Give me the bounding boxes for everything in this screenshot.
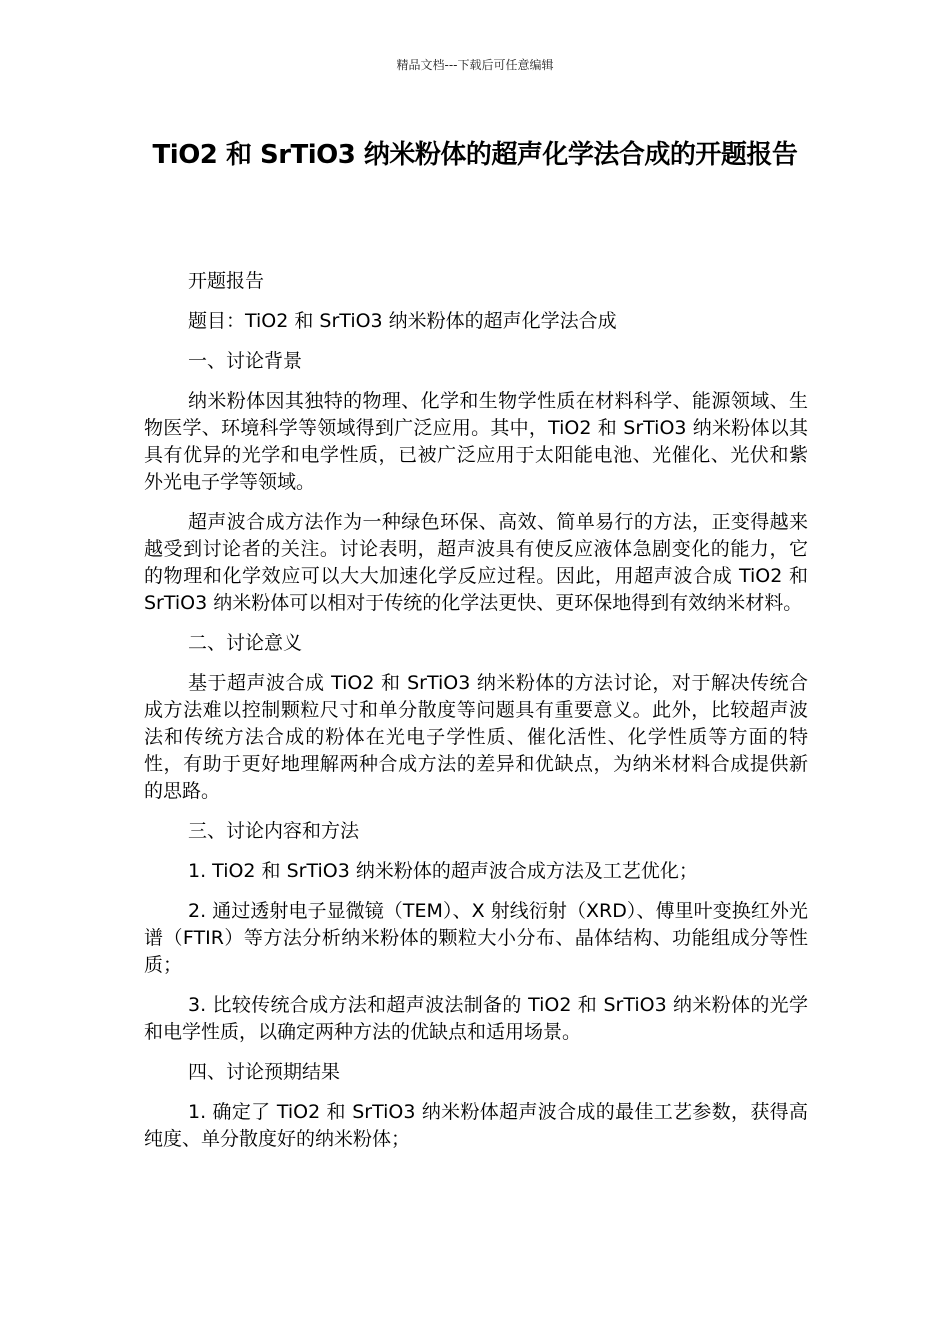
- list-item-result-1: 1. 确定了 TiO2 和 SrTiO3 纳米粉体超声波合成的最佳工艺参数，获得高纯度、单分散度好的纳米粉体；: [144, 1101, 808, 1150]
- list-item-method-3: 3. 比较传统合成方法和超声波法制备的 TiO2 和 SrTiO3 纳米粉体的光学和电学性质，以确定两种方法的优缺点和适用场景。: [144, 994, 808, 1043]
- paragraph-background-1: 纳米粉体因其独特的物理、化学和生物学性质在材料科学、能源领域、生物医学、环境科学等领域得到广泛应用。其中，TiO2 和 SrTiO3 纳米粉体以其具有优异的光学和电学性质，已被广泛应用于太阳能电池、光催化、光伏和紫外光电子学等领域。: [144, 390, 808, 493]
- header-note: 精品文档---下载后可任意编辑: [396, 58, 554, 72]
- paragraph-topic: 题目：TiO2 和 SrTiO3 纳米粉体的超声化学法合成: [188, 310, 617, 332]
- list-item-method-2: 2. 通过透射电子显微镜（TEM）、X 射线衍射（XRD）、傅里叶变换红外光谱（FTIR）等方法分析纳米粉体的颗粒大小分布、晶体结构、功能组成分等性质；: [144, 900, 808, 976]
- paragraph-report-label: 开题报告: [188, 270, 265, 292]
- paragraph-background-2: 超声波合成方法作为一种绿色环保、高效、简单易行的方法，正变得越来越受到讨论者的关注。讨论表明，超声波具有使反应液体急剧变化的能力，它的物理和化学效应可以大大加速化学反应过程。因此，用超声波合成 TiO2 和 SrTiO3 纳米粉体可以相对于传统的化学法更快、更环保地得到有效纳米材料。: [144, 511, 808, 614]
- section-heading-expected-results: 四、讨论预期结果: [188, 1061, 341, 1083]
- list-item-method-1: 1. TiO2 和 SrTiO3 纳米粉体的超声波合成方法及工艺优化；: [188, 860, 698, 882]
- section-heading-methods: 三、讨论内容和方法: [188, 820, 360, 842]
- document-body: [144, 268, 808, 1166]
- section-heading-background: 一、讨论背景: [188, 350, 303, 372]
- section-heading-significance: 二、讨论意义: [188, 632, 303, 654]
- document-title: TiO2 和 SrTiO3 纳米粉体的超声化学法合成的开题报告: [152, 140, 798, 170]
- paragraph-significance: 基于超声波合成 TiO2 和 SrTiO3 纳米粉体的方法讨论，对于解决传统合成方法难以控制颗粒尺寸和单分散度等问题具有重要意义。此外，比较超声波法和传统方法合成的粉体在光电子学性质、催化活性、化学性质等方面的特性，有助于更好地理解两种合成方法的差异和优缺点，为纳米材料合成提供新的思路。: [144, 672, 808, 802]
